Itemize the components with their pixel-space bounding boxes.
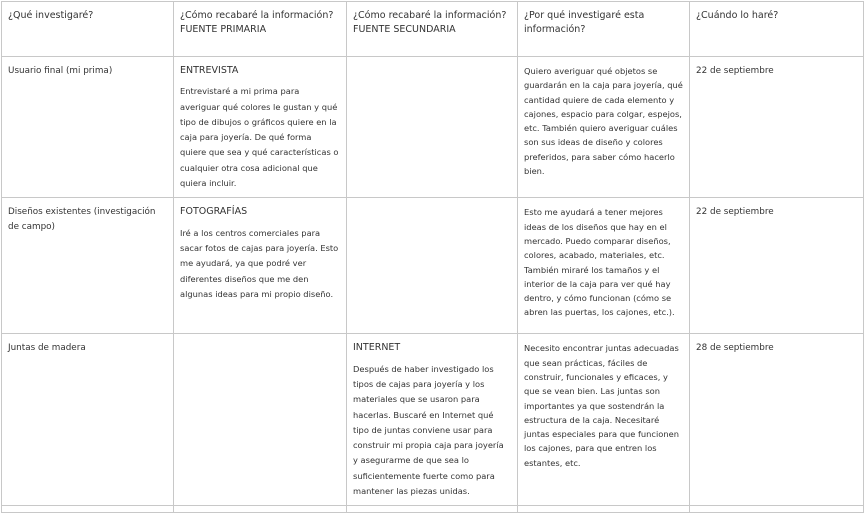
empty-cell — [2, 506, 174, 513]
primary-source-title: FOTOGRAFÍAS — [180, 206, 248, 218]
secondary-source-cell — [347, 334, 518, 506]
secondary-source-cell — [347, 198, 518, 334]
header-why-label: ¿Por qué investigaré esta información? — [524, 10, 645, 35]
header-secondary-source — [347, 2, 518, 57]
when-cell: 28 de septiembre — [690, 334, 864, 506]
header-secondary-question: ¿Cómo recabaré la información? — [353, 10, 507, 21]
empty-cell — [347, 506, 518, 513]
header-primary-question: ¿Cómo recabaré la información? — [180, 10, 334, 21]
header-row — [2, 2, 864, 57]
header-primary-source — [174, 2, 347, 57]
secondary-source-cell — [347, 57, 518, 198]
secondary-source-text: Después de haber investigado los tipos de cajas para joyería y los materiales que se usaron para hacerlas. Buscaré en Internet qué tipo de juntas conviene usar para construir mi propia caja para joyería y asegurarme de que sea lo suficientemente fuerte como para mantener las piezas unidas. — [353, 363, 504, 497]
primary-source-text: Entrevistaré a mi prima para averiguar qué colores le gustan y qué tipo de dibujos o gráficos quiere en la caja para joyería. De qué forma quiere que sea y qué características o cualquier otra cosa adicional que quiera incluir. — [180, 86, 339, 189]
empty-cell — [690, 506, 864, 513]
empty-cell — [518, 506, 690, 513]
header-secondary-label: FUENTE SECUNDARIA — [353, 24, 456, 35]
why-cell: Necesito encontrar juntas adecuadas que sean prácticas, fáciles de construir, funcionales y eficaces, y que se vean bien. Las juntas son importantes ya que sostendrán la estructura de la caja. Necesitaré juntas especiales para que funcionen los cajones, para que entren los estantes, etc. — [518, 334, 690, 506]
table-row — [2, 506, 864, 513]
primary-source-cell — [174, 57, 347, 198]
when-cell: 22 de septiembre — [690, 57, 864, 198]
table-row — [2, 334, 864, 506]
primary-source-title: ENTREVISTA — [180, 65, 239, 76]
table-row — [2, 198, 864, 334]
empty-cell — [174, 506, 347, 513]
research-plan-table — [1, 1, 864, 513]
topic-cell: Diseños existentes (investigación de campo) — [2, 198, 174, 334]
primary-source-cell — [174, 334, 347, 506]
why-cell: Quiero averiguar qué objetos se guardarán en la caja para joyería, qué cantidad quiere de cada elemento y cajones, espacio para colgar, espejos, etc. También quiero averiguar cuáles son sus ideas de diseño y colores preferidos, para saber cómo hacerlo bien. — [518, 57, 690, 198]
table-row — [2, 57, 864, 198]
primary-source-cell — [174, 198, 347, 334]
header-when — [690, 2, 864, 57]
primary-source-text: Iré a los centros comerciales para sacar fotos de cajas para joyería. Esto me ayudará, ya que podré ver diferentes diseños que me den algunas ideas para mi propio diseño. — [180, 227, 339, 299]
header-what — [2, 2, 174, 57]
header-why — [518, 2, 690, 57]
topic-cell: Usuario final (mi prima) — [2, 57, 174, 198]
topic-cell: Juntas de madera — [2, 334, 174, 506]
header-what-label: ¿Qué investigaré? — [8, 10, 94, 21]
header-when-label: ¿Cuándo lo haré? — [696, 10, 779, 21]
secondary-source-title: INTERNET — [353, 342, 401, 354]
when-cell: 22 de septiembre — [690, 198, 864, 334]
why-cell: Esto me ayudará a tener mejores ideas de los diseños que hay en el mercado. Puedo comparar diseños, colores, acabado, materiales, etc. También miraré los tamaños y el interior de la caja para ver qué hay dentro, y cómo funcionan (cómo se abren las puertas, los cajones, etc.). — [518, 198, 690, 334]
header-primary-label: FUENTE PRIMARIA — [180, 24, 267, 35]
